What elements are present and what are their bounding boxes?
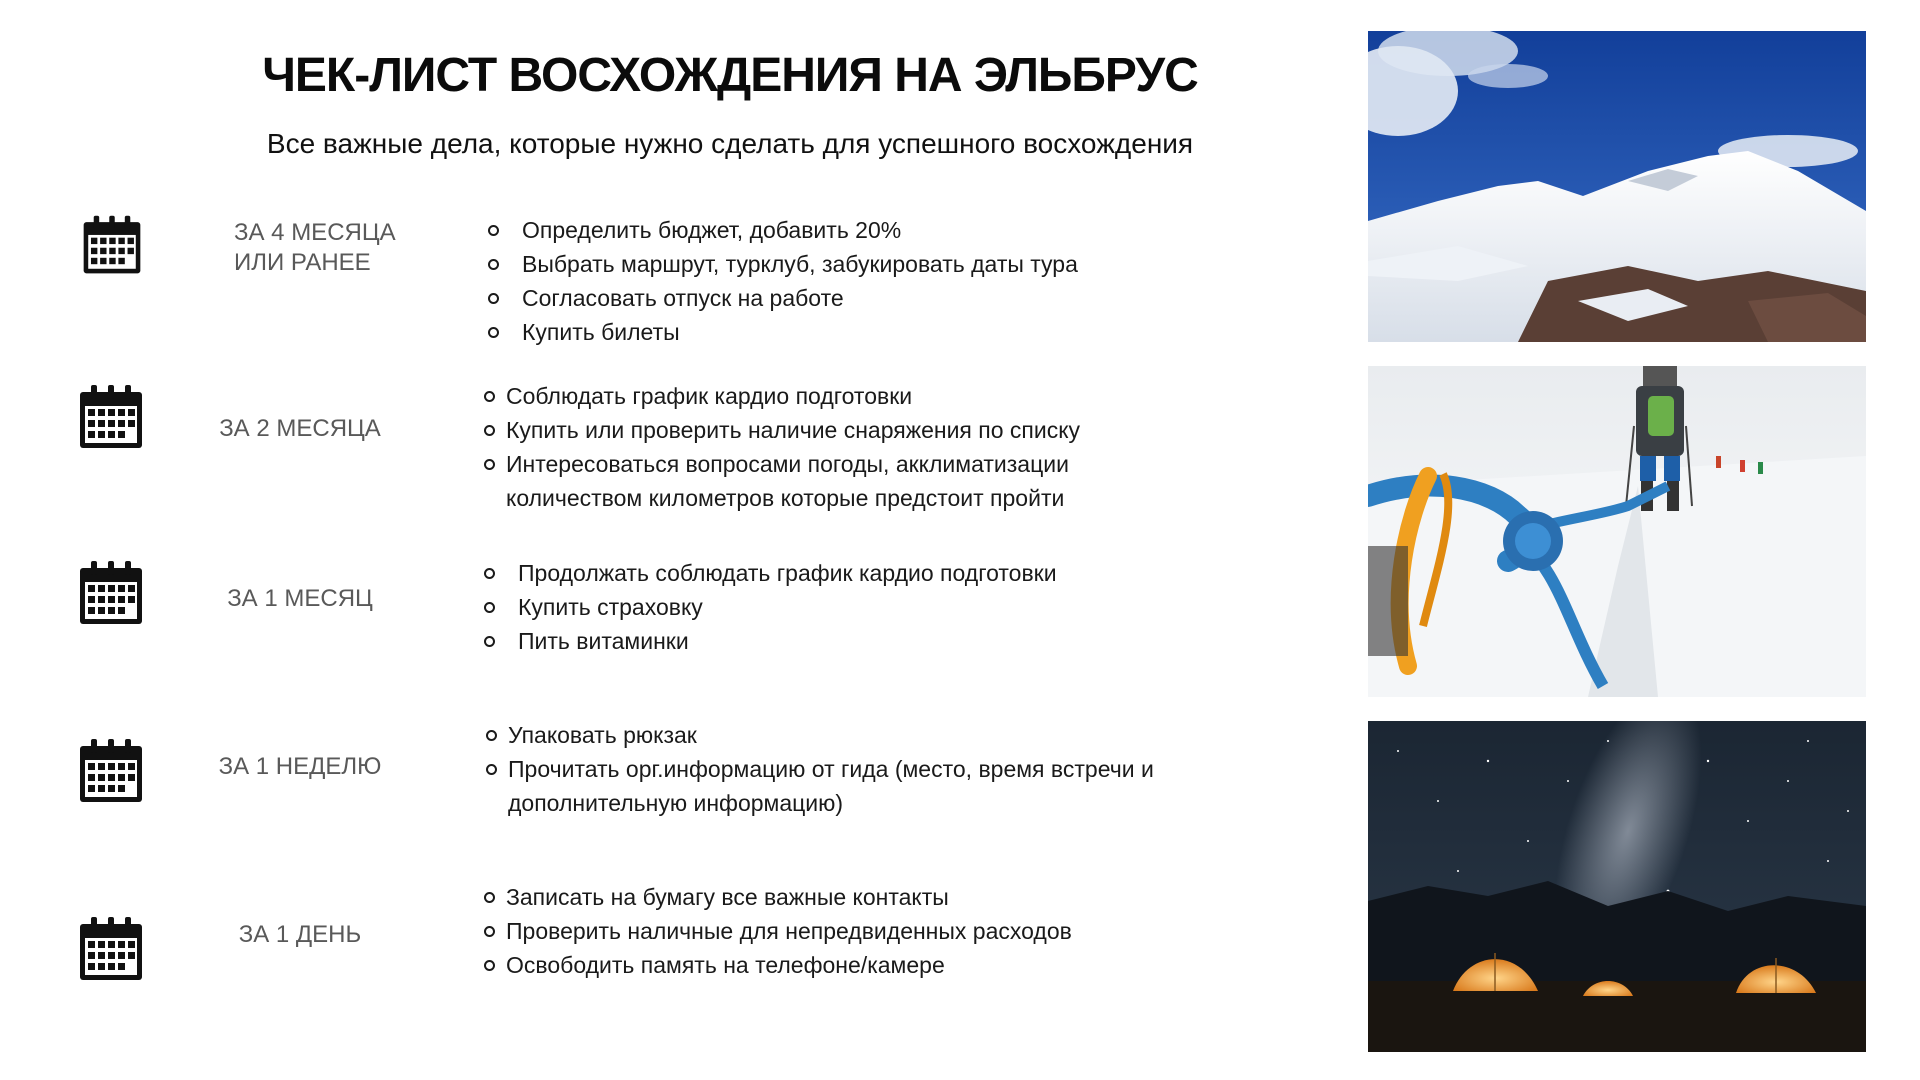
- task-item: Определить бюджет, добавить 20%: [486, 213, 1246, 247]
- rope-and-climbers-photo: [1368, 366, 1866, 697]
- page-title: ЧЕК-ЛИСТ ВОСХОЖДЕНИЯ НА ЭЛЬБРУС: [262, 49, 1198, 102]
- task-item: Пить витаминки: [482, 624, 1242, 658]
- task-item: Согласовать отпуск на работе: [486, 281, 1246, 315]
- task-item: Освободить память на телефоне/камере: [482, 948, 1242, 982]
- task-item: Прочитать орг.информацию от гида (место, время встречи и дополнительную информацию): [484, 752, 1248, 820]
- calendar-icon: [76, 914, 146, 984]
- task-list: [482, 880, 1242, 982]
- task-item: Выбрать маршрут, турклуб, забукировать даты тура: [486, 247, 1246, 281]
- task-item: Купить или проверить наличие снаряжения по списку: [482, 413, 1242, 447]
- calendar-icon: [76, 736, 146, 806]
- period-label-line1: ЗА 4 МЕСЯЦА: [234, 219, 396, 246]
- period-label: [234, 218, 474, 278]
- snowy-mountain-photo: [1368, 31, 1866, 342]
- task-item: Соблюдать график кардио подготовки: [482, 379, 1242, 413]
- task-item: Проверить наличные для непредвиденных расходов: [482, 914, 1242, 948]
- night-camp-milky-way-photo: [1368, 721, 1866, 1052]
- task-item: Купить билеты: [486, 315, 1246, 349]
- period-label: ЗА 1 ДЕНЬ: [238, 921, 362, 948]
- period-label: ЗА 1 НЕДЕЛЮ: [218, 753, 382, 780]
- task-list: [482, 379, 1242, 515]
- task-list: [482, 556, 1242, 658]
- task-list: [486, 213, 1246, 349]
- task-item: Упаковать рюкзак: [484, 718, 1244, 752]
- task-item: Продолжать соблюдать график кардио подготовки: [482, 556, 1242, 590]
- period-label-line2: ИЛИ РАНЕЕ: [234, 249, 371, 276]
- calendar-icon: [76, 558, 146, 628]
- task-item: Купить страховку: [482, 590, 1242, 624]
- page-subtitle: Все важные дела, которые нужно сделать для успешного восхождения: [266, 128, 1194, 159]
- calendar-icon: [76, 382, 146, 452]
- period-label: ЗА 1 МЕСЯЦ: [227, 585, 373, 612]
- task-item: Записать на бумагу все важные контакты: [482, 880, 1242, 914]
- task-item: Интересоваться вопросами погоды, акклиматизации количеством километров которые предстоит пройти: [482, 447, 1146, 515]
- task-list: [484, 718, 1244, 820]
- period-label: ЗА 2 МЕСЯЦА: [219, 415, 381, 442]
- calendar-icon: [80, 212, 144, 278]
